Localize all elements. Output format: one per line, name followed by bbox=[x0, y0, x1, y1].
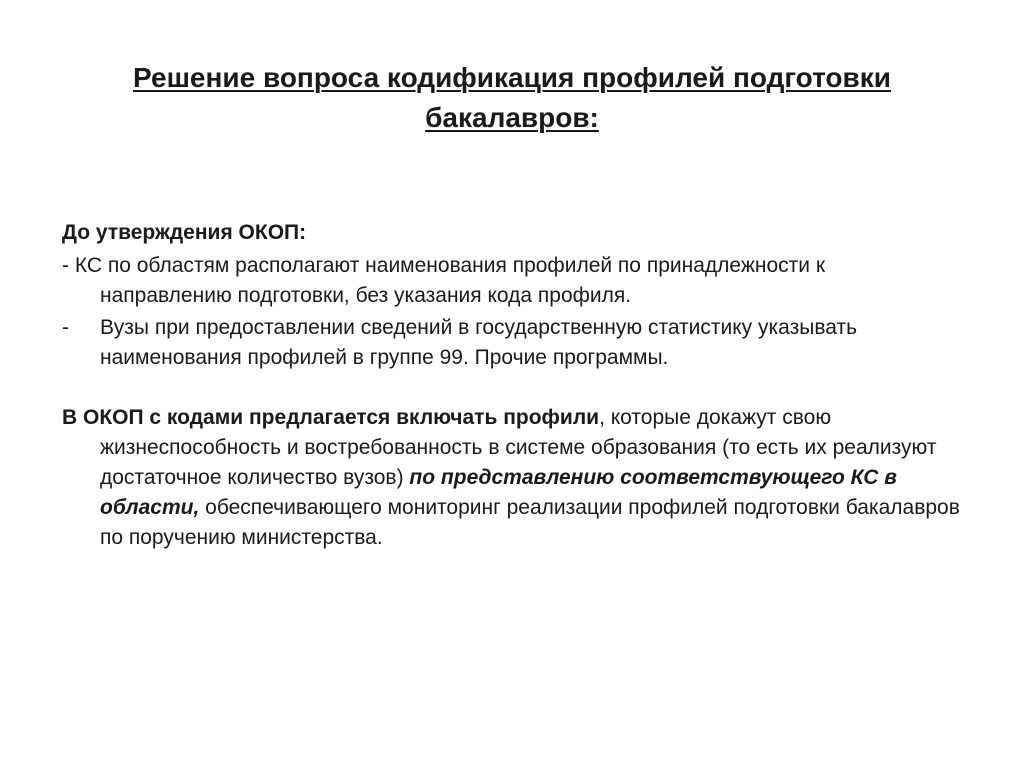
list-item-2-dash: - bbox=[62, 316, 69, 339]
paragraph-bold-part: В ОКОП с кодами предлагается включать профили bbox=[62, 406, 600, 429]
paragraph-normal-part-1: , которые докажут свою жизнеспособность и востребованность в системе образования (то есть их реализуют достаточное количество вузов) bbox=[100, 406, 937, 489]
slide-body bbox=[62, 218, 962, 553]
section-heading: До утверждения ОКОП: bbox=[62, 221, 307, 244]
list-item-2-text: Вузы при предоставлении сведений в государственную статистику указывать наименования профилей в группе 99. Прочие программы. bbox=[100, 316, 858, 369]
paragraph-bold-italic-part: по представлению соответствующего КС в области, bbox=[100, 466, 897, 519]
list-item-2 bbox=[62, 313, 962, 373]
list-item-1-rest: принадлежности к направлению подготовки, без указания кода профиля. bbox=[100, 254, 826, 307]
slide-title bbox=[80, 58, 944, 138]
okop-paragraph bbox=[62, 403, 962, 553]
title-line-1: Решение вопроса кодификация профилей подготовки bbox=[133, 62, 891, 93]
title-line-2: бакалавров: bbox=[425, 102, 599, 133]
list-item-1-lead: - КС по областям располагают наименования профилей по bbox=[62, 254, 641, 277]
paragraph-normal-part-2: обеспечивающего мониторинг реализации профилей подготовки бакалавров по поручению министерства. bbox=[100, 496, 960, 549]
list-item-1 bbox=[62, 251, 962, 311]
